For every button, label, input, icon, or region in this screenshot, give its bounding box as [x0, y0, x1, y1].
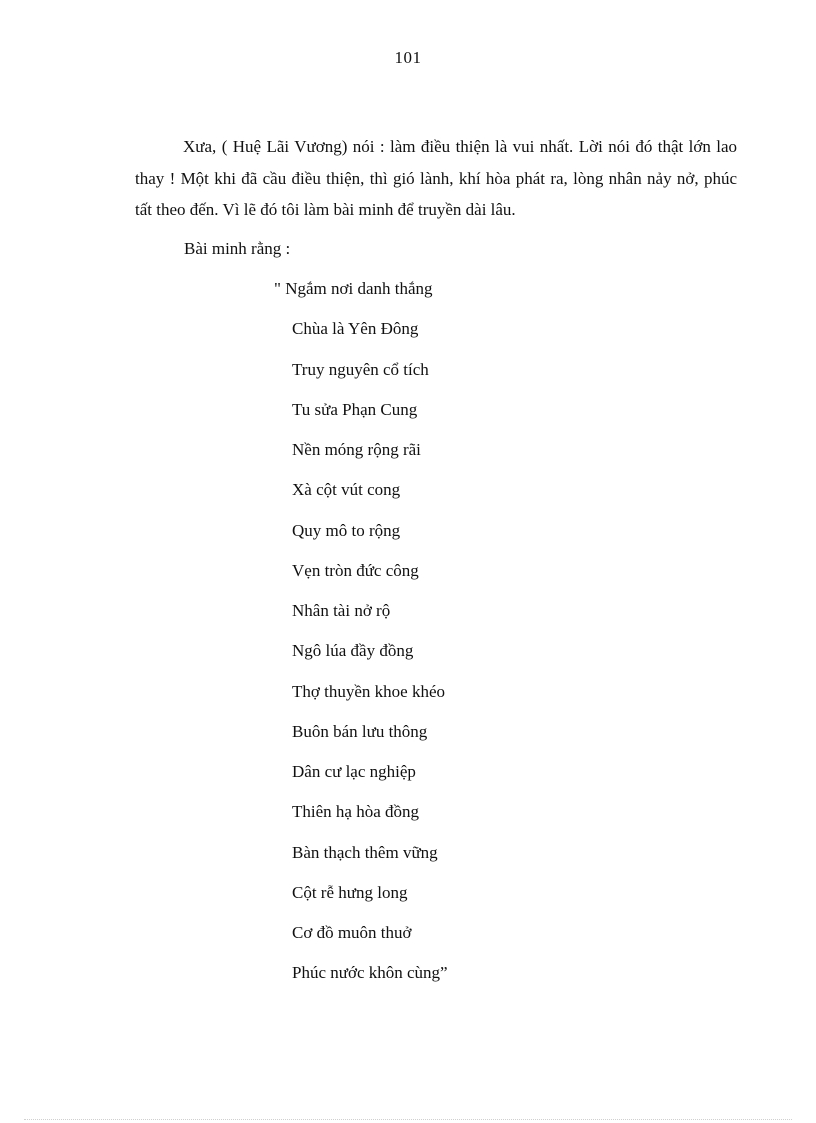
poem-line: Chùa là Yên Đông	[292, 319, 419, 339]
poem-line: " Ngắm nơi danh thắng	[274, 279, 433, 298]
poem-line: Cơ đồ muôn thuở	[292, 923, 412, 942]
poem-line: Quy mô to rộng	[292, 520, 401, 540]
page-bottom-divider	[24, 1119, 792, 1120]
poem-line: Vẹn tròn đức công	[292, 560, 419, 580]
poem-line: Phúc nước khôn cùng”	[292, 963, 448, 983]
poem-line: Xà cột vút cong	[292, 480, 401, 500]
poem-line: Tu sửa Phạn Cung	[292, 399, 418, 419]
poem-line: Truy nguyên cổ tích	[292, 359, 429, 379]
poem-line: Buôn bán lưu thông	[292, 721, 428, 741]
poem-line: Nhân tài nở rộ	[292, 601, 391, 620]
poem-line: Bàn thạch thêm vững	[292, 842, 438, 862]
poem-line: Dân cư lạc nghiệp	[292, 762, 416, 781]
poem-line: Thiên hạ hòa đồng	[292, 802, 419, 822]
poem-line: Nền móng rộng rãi	[292, 440, 421, 459]
poem-line: Thợ thuyền khoe khéo	[292, 681, 445, 701]
poem-intro: Bài minh rằng :	[184, 239, 291, 258]
poem-line: Ngô lúa đầy đồng	[292, 641, 414, 661]
paragraph: Xưa, ( Huệ Lãi Vương) nói : làm điều thiện là vui nhất. Lời nói đó thật lớn lao thay ! Một khi đã cầu điều thiện, thì gió lành, khí hòa phát ra, lòng nhân nảy nở, phúc tất theo đến. Vì lẽ đó tôi làm bài minh để truyền dài lâu.	[135, 137, 737, 219]
body-text	[135, 131, 737, 226]
poem	[274, 277, 448, 1002]
page-number: 101	[394, 48, 422, 67]
poem-line: Cột rễ hưng long	[292, 882, 408, 902]
